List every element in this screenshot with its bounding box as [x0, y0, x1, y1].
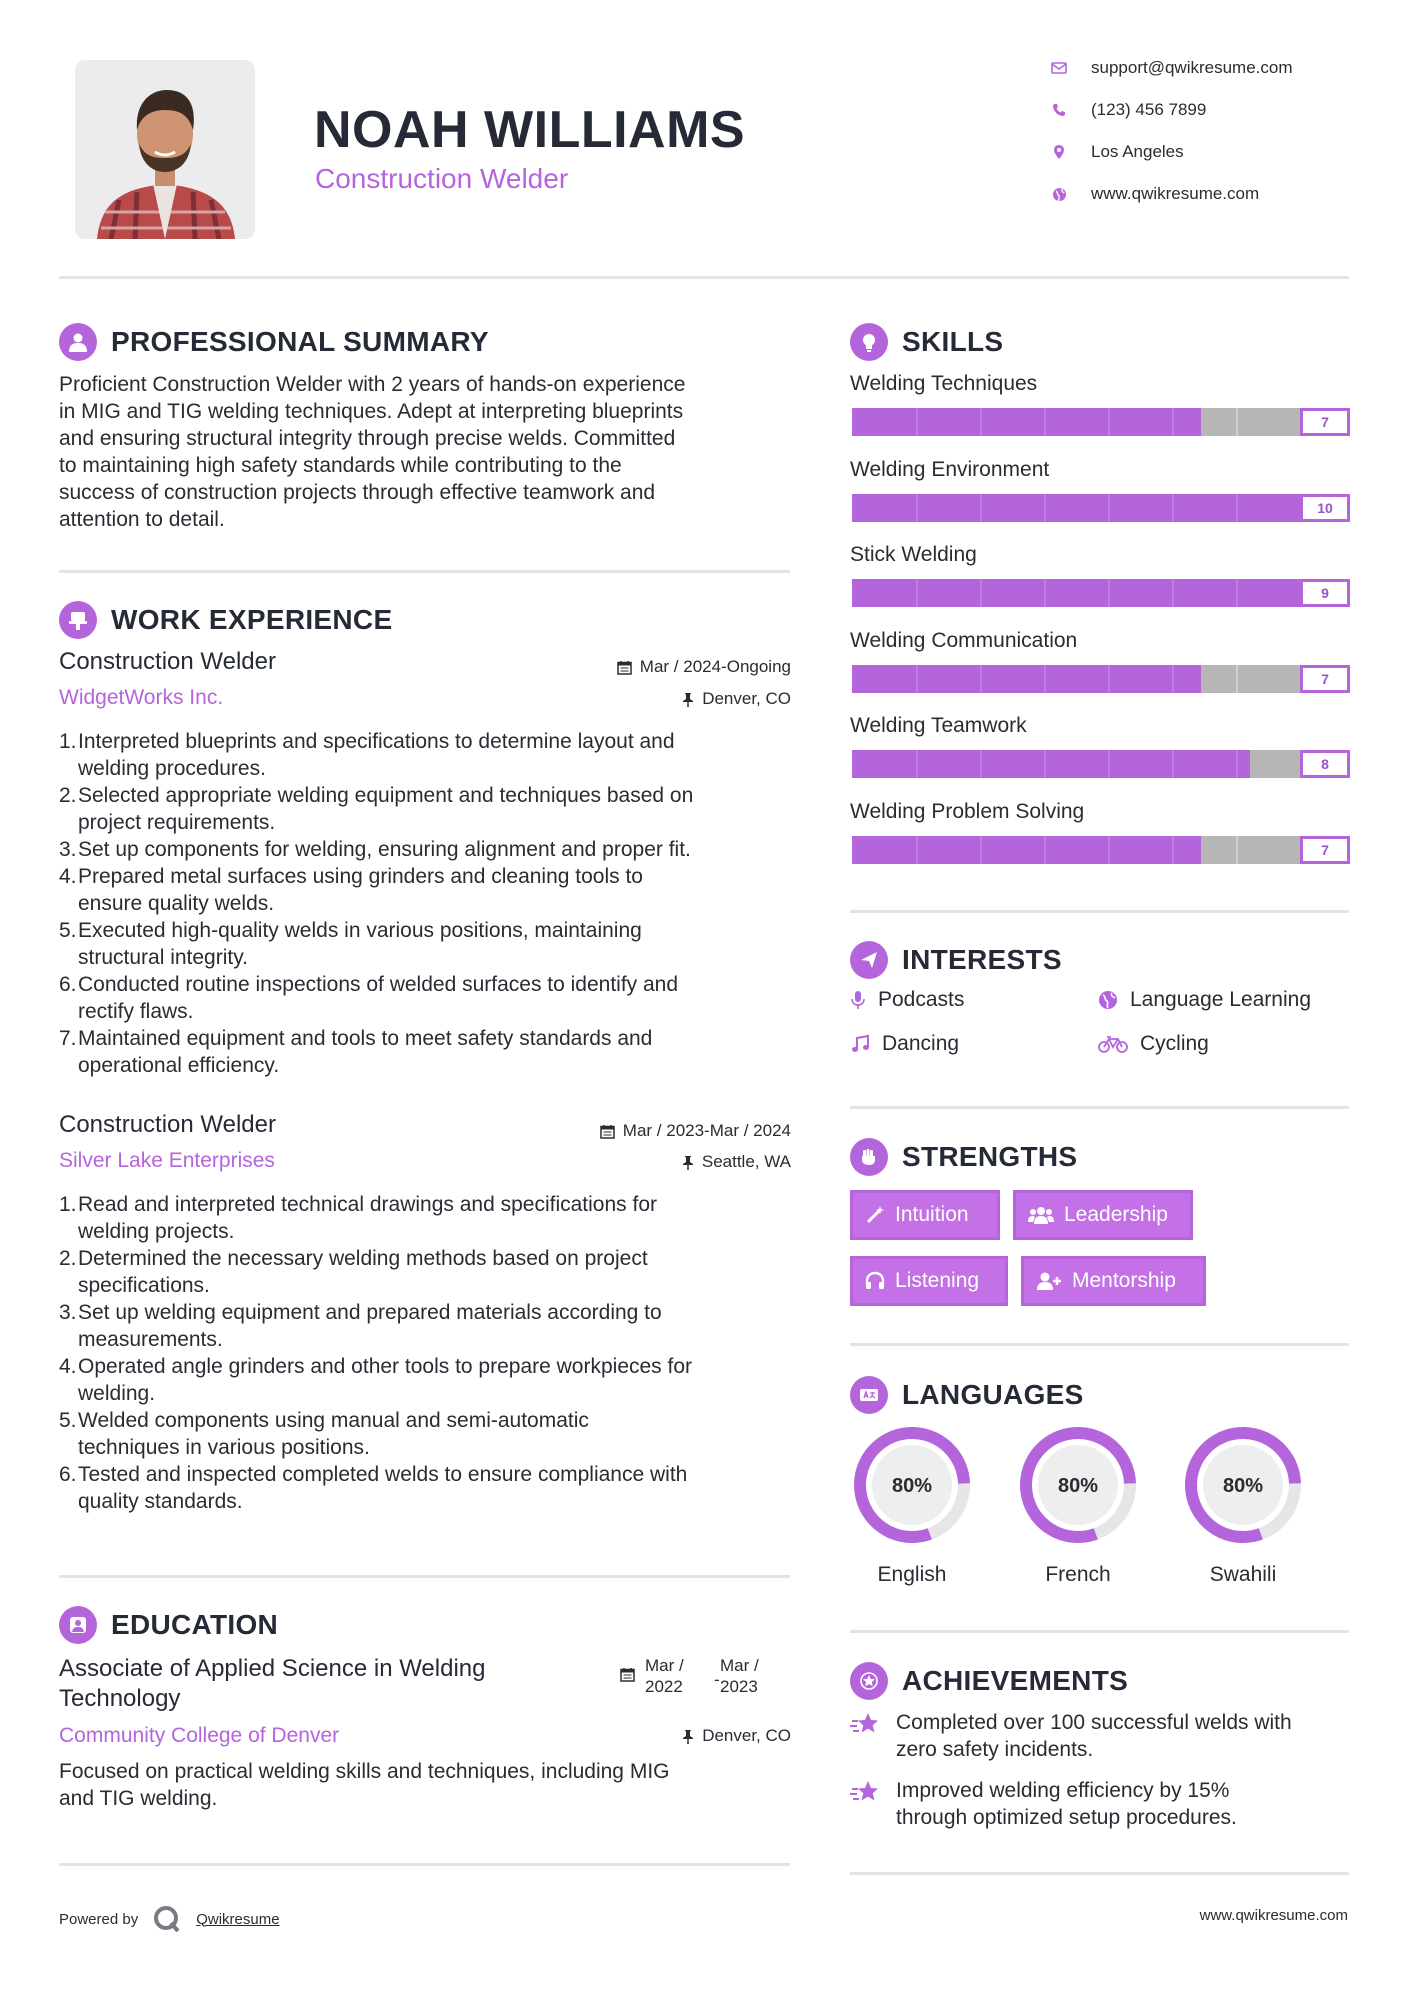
education-start: Mar / 2022: [645, 1656, 684, 1696]
pushpin-icon: [682, 1729, 694, 1744]
skill-bar-segment: [980, 665, 982, 693]
headphones-icon: [865, 1271, 885, 1291]
skill-level-value: 7: [1300, 836, 1350, 864]
skills-heading: SKILLS: [902, 326, 1004, 357]
strengths-divider: [850, 1343, 1349, 1346]
skill-bar-segment: [1044, 750, 1046, 778]
contact-list: [1050, 56, 1350, 216]
education-end: - Mar / 2023: [714, 1656, 759, 1696]
job-location-text: Denver, CO: [702, 689, 791, 708]
skill-bar-segment: [916, 408, 918, 436]
list-item: 6. Tested and inspected completed welds to ensure compliance with quality standards.: [59, 1463, 688, 1513]
skill-bar-segment: [980, 494, 982, 522]
language-item: [1016, 1424, 1140, 1587]
list-item: 4. Operated angle grinders and other tools to prepare workpieces for welding.: [59, 1355, 693, 1405]
skill-level-bar: [852, 665, 1350, 693]
interest-item: Dancing: [850, 1032, 959, 1056]
skill-level-fill: [852, 579, 1300, 607]
interest-item: Language Learning: [1098, 988, 1311, 1012]
languages-heading-row: [850, 1375, 1084, 1415]
skill-bar-segment: [1172, 750, 1174, 778]
skill-label: Stick Welding: [850, 543, 977, 566]
summary-line: in MIG and TIG welding techniques. Adept at interpreting blueprints: [59, 400, 684, 423]
job-location-text: Seattle, WA: [701, 1152, 791, 1171]
star-icon: [850, 1779, 880, 1805]
translate-icon: [850, 1376, 888, 1414]
skill-bar-segment: [980, 750, 982, 778]
skill-bar-segment: [916, 579, 918, 607]
music-note-icon: [850, 1034, 870, 1054]
skill-level-fill: [852, 750, 1250, 778]
summary-line: Proficient Construction Welder with 2 years of hands-on experience: [59, 373, 686, 396]
interest-item: Podcasts: [850, 988, 964, 1012]
skill-bar-segment: [1044, 494, 1046, 522]
skill-bar-segment: [1172, 836, 1174, 864]
summary-heading-row: [59, 322, 489, 362]
skill-level-value: 10: [1300, 494, 1350, 522]
education-description: Focused on practical welding skills and techniques, including MIG and TIG welding.: [59, 1760, 670, 1810]
degree-title: [59, 1654, 619, 1714]
skill-bar-segment: [1108, 665, 1110, 693]
skill-bar-segment: [1236, 665, 1238, 693]
languages-heading: LANGUAGES: [902, 1379, 1084, 1410]
magic-wand-icon: [865, 1205, 885, 1225]
skill-bar-segment: [1236, 494, 1238, 522]
skill-bar-segment: [1236, 408, 1238, 436]
achievements-heading-row: [850, 1661, 1128, 1701]
job-dates: [491, 1121, 791, 1141]
star-icon: [850, 1711, 880, 1737]
strength-chip: Mentorship: [1021, 1256, 1206, 1306]
job-location: [491, 689, 791, 709]
job-dates-text: Mar / 2023-Mar / 2024: [622, 1121, 791, 1140]
interests-divider: [850, 1106, 1349, 1109]
microphone-icon: [850, 990, 866, 1010]
globe-icon: [1098, 990, 1118, 1010]
list-item: 1. Interpreted blueprints and specifications to determine layout and welding procedures.: [59, 730, 675, 780]
skill-level-bar: [852, 836, 1350, 864]
skill-bar-segment: [916, 494, 918, 522]
list-item: 4. Prepared metal surfaces using grinders and cleaning tools to ensure quality welds.: [59, 865, 643, 915]
skill-bar-segment: [980, 579, 982, 607]
list-item: 2. Determined the necessary welding methods based on project specifications.: [59, 1247, 648, 1297]
languages-divider: [850, 1630, 1349, 1633]
skill-bar-segment: [1108, 836, 1110, 864]
globe-icon: [1050, 185, 1068, 203]
skill-label: Welding Problem Solving: [850, 800, 1085, 823]
summary-divider: [59, 570, 790, 573]
job-location: [491, 1152, 791, 1172]
pushpin-icon: [682, 692, 694, 707]
fist-icon: [850, 1138, 888, 1176]
summary-heading: PROFESSIONAL SUMMARY: [111, 326, 489, 357]
phone-icon: [1050, 101, 1068, 119]
skill-bar-segment: [1172, 579, 1174, 607]
contact-location-text: Los Angeles: [1091, 142, 1184, 161]
summary-line: success of construction projects through effective teamwork and: [59, 481, 656, 504]
education-location-text: Denver, CO: [702, 1726, 791, 1745]
list-item: 1. Read and interpreted technical drawings and specifications for welding projects.: [59, 1193, 658, 1243]
strengths-heading-row: [850, 1137, 1077, 1177]
job-title: Construction Welder: [59, 648, 276, 675]
skill-level-value: 8: [1300, 750, 1350, 778]
skill-level-bar: [852, 408, 1350, 436]
education-heading: EDUCATION: [111, 1609, 279, 1640]
skill-bar-segment: [1172, 665, 1174, 693]
skill-level-bar: [852, 494, 1350, 522]
skill-bar-segment: [1172, 408, 1174, 436]
powered-by-text: Powered by: [59, 1910, 139, 1928]
list-item: 3. Set up welding equipment and prepared materials according to measurements.: [59, 1301, 662, 1351]
skill-level-value: 7: [1300, 665, 1350, 693]
skill-level-value: 9: [1300, 579, 1350, 607]
skill-label: Welding Environment: [850, 458, 1050, 481]
footer-url[interactable]: www.qwikresume.com: [1199, 1907, 1348, 1924]
education-heading-row: [59, 1605, 278, 1645]
summary-line: and ensuring structural integrity through precise welds. Committed: [59, 427, 676, 450]
skill-level-fill: [852, 408, 1201, 436]
skill-bar-segment: [1236, 836, 1238, 864]
skill-bar-segment: [1044, 579, 1046, 607]
skill-bar-segment: [1236, 579, 1238, 607]
job-dates: [491, 657, 791, 677]
education-dates: [620, 1655, 776, 1697]
skill-label: Welding Communication: [850, 629, 1078, 652]
contact-email-text: support@qwikresume.com: [1091, 58, 1293, 77]
skill-bar-segment: [980, 836, 982, 864]
candidate-name: NOAH WILLIAMS: [314, 101, 746, 159]
language-item: [1181, 1424, 1305, 1587]
skills-divider: [850, 910, 1349, 913]
language-progress-ring: [1017, 1424, 1139, 1546]
calendar-icon: [600, 1124, 615, 1139]
strength-chip: Listening: [850, 1256, 1008, 1306]
skill-level-bar: [852, 750, 1350, 778]
contact-email[interactable]: [1050, 56, 1293, 80]
summary-text: [59, 371, 799, 533]
skill-level-value: 7: [1300, 408, 1350, 436]
job-company: Silver Lake Enterprises: [59, 1149, 275, 1172]
summary-line: to maintaining high safety standards while contributing to the: [59, 454, 622, 477]
education-divider: [59, 1863, 790, 1866]
summary-line: attention to detail.: [59, 508, 225, 531]
interests-heading-row: [850, 940, 1062, 980]
paper-plane-icon: [850, 941, 888, 979]
calendar-icon: [620, 1667, 635, 1682]
school-name: Community College of Denver: [59, 1724, 340, 1747]
skill-bar-segment: [1108, 579, 1110, 607]
lightbulb-icon: [850, 323, 888, 361]
skill-bar-segment: [1108, 408, 1110, 436]
skill-bar-segment: [1236, 750, 1238, 778]
skill-level-fill: [852, 665, 1201, 693]
experience-divider: [59, 1575, 790, 1578]
achievements-divider: [850, 1872, 1349, 1875]
users-icon: [1028, 1205, 1054, 1225]
language-percent: 80%: [891, 1475, 933, 1497]
calendar-icon: [617, 660, 632, 675]
language-item: [850, 1424, 974, 1587]
strength-chip: Intuition: [850, 1190, 1000, 1240]
job-company: WidgetWorks Inc.: [59, 686, 224, 709]
brand-link[interactable]: Qwikresume: [196, 1910, 280, 1928]
interest-item: Cycling: [1098, 1032, 1209, 1056]
language-name: Swahili: [1209, 1563, 1277, 1586]
job-dates-text: Mar / 2024-Ongoing: [639, 657, 791, 676]
language-percent: 80%: [1057, 1475, 1099, 1497]
skill-bar-segment: [980, 408, 982, 436]
experience-heading: WORK EXPERIENCE: [111, 604, 393, 635]
skill-level-fill: [852, 836, 1201, 864]
interests-heading: INTERESTS: [902, 944, 1062, 975]
contact-phone-text: (123) 456 7899: [1091, 100, 1207, 119]
language-progress-ring: [851, 1424, 973, 1546]
profile-photo: [75, 60, 255, 239]
graduation-icon: [59, 1606, 97, 1644]
skill-bar-segment: [916, 836, 918, 864]
experience-heading-row: [59, 600, 392, 640]
list-item: 6. Conducted routine inspections of welded surfaces to identify and rectify flaws.: [59, 973, 679, 1023]
skill-bar-segment: [1108, 750, 1110, 778]
language-name: French: [1045, 1563, 1111, 1586]
location-pin-icon: [1050, 143, 1068, 161]
degree-line: Technology: [59, 1685, 181, 1712]
skill-level-bar: [852, 579, 1350, 607]
degree-line: Associate of Applied Science in Welding: [59, 1655, 486, 1682]
language-progress-ring: [1182, 1424, 1304, 1546]
list-item: 5. Executed high-quality welds in various positions, maintaining structural integrity.: [59, 919, 642, 969]
list-item: 7. Maintained equipment and tools to meet safety standards and operational efficiency.: [59, 1027, 653, 1077]
star-badge-icon: [850, 1662, 888, 1700]
briefcase-icon: [59, 601, 97, 639]
strengths-heading: STRENGTHS: [902, 1141, 1078, 1172]
achievements-heading: ACHIEVEMENTS: [902, 1665, 1129, 1696]
list-item: 5. Welded components using manual and semi-automatic techniques in various positions.: [59, 1409, 589, 1459]
contact-website-text: www.qwikresume.com: [1091, 184, 1260, 203]
skill-level-fill: [852, 494, 1350, 522]
qwikresume-logo-icon: [152, 1904, 182, 1934]
candidate-role: Construction Welder: [315, 163, 569, 194]
job-title: Construction Welder: [59, 1111, 276, 1138]
job-duties-list: [59, 1191, 799, 1515]
skill-bar-segment: [1044, 408, 1046, 436]
contact-location: [1050, 140, 1184, 164]
skill-bar-segment: [1172, 494, 1174, 522]
language-name: English: [877, 1563, 947, 1586]
bicycle-icon: [1098, 1034, 1128, 1054]
list-item: 2. Selected appropriate welding equipment and techniques based on project requirements.: [59, 784, 694, 834]
user-plus-icon: [1036, 1271, 1062, 1291]
language-percent: 80%: [1222, 1475, 1264, 1497]
skill-label: Welding Teamwork: [850, 714, 1027, 737]
header-divider: [59, 276, 1349, 279]
achievement-item: Improved welding efficiency by 15% through optimized setup procedures.: [850, 1777, 1349, 1831]
skill-bar-segment: [1044, 836, 1046, 864]
skill-label: Welding Techniques: [850, 372, 1038, 395]
user-icon: [59, 323, 97, 361]
footer-powered: [59, 1904, 280, 1934]
skill-bar-segment: [916, 750, 918, 778]
job-duties-list: [59, 728, 799, 1079]
list-item: 3. Set up components for welding, ensuring alignment and proper fit.: [59, 838, 691, 861]
education-location: [491, 1726, 791, 1746]
skill-bar-segment: [1108, 494, 1110, 522]
strength-chip: Leadership: [1013, 1190, 1193, 1240]
achievement-item: Completed over 100 successful welds with zero safety incidents.: [850, 1709, 1349, 1763]
mail-icon: [1050, 59, 1068, 77]
skills-heading-row: [850, 322, 1003, 362]
skill-bar-segment: [916, 665, 918, 693]
contact-website[interactable]: [1050, 182, 1259, 206]
skill-bar-segment: [1044, 665, 1046, 693]
contact-phone[interactable]: [1050, 98, 1206, 122]
pushpin-icon: [682, 1155, 694, 1170]
